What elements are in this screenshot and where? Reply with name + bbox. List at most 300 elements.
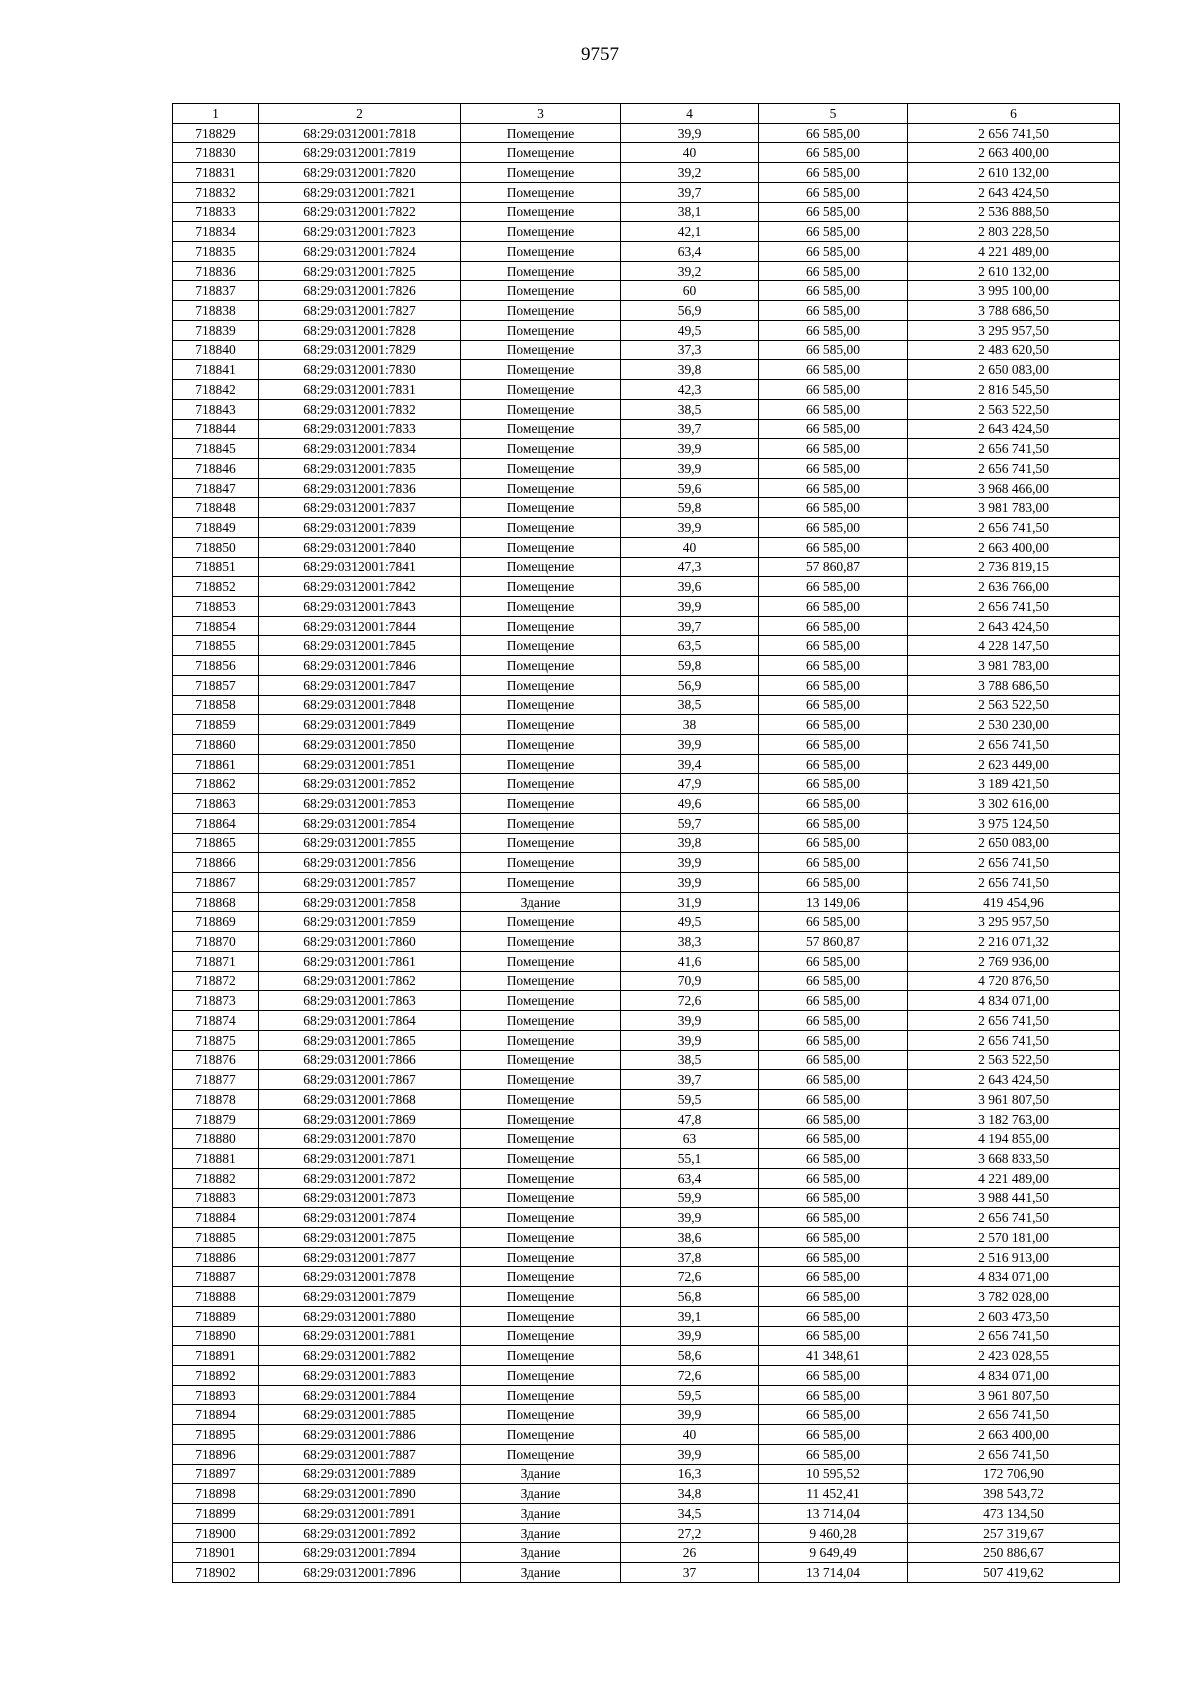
- table-row: [173, 971, 1120, 991]
- area-cell: 39,9: [621, 1444, 759, 1464]
- table-row: [173, 1109, 1120, 1129]
- cadastral-number-cell: 68:29:0312001:7854: [259, 813, 461, 833]
- table-row: [173, 1227, 1120, 1247]
- object-type-cell: Помещение: [461, 458, 621, 478]
- object-type-cell: Помещение: [461, 636, 621, 656]
- table-row: [173, 281, 1120, 301]
- cadastral-number-cell: 68:29:0312001:7886: [259, 1425, 461, 1445]
- cadastral-number-cell: 68:29:0312001:7889: [259, 1464, 461, 1484]
- specific-value-cell: 66 585,00: [759, 873, 908, 893]
- area-cell: 55,1: [621, 1149, 759, 1169]
- object-type-cell: Здание: [461, 1464, 621, 1484]
- object-type-cell: Помещение: [461, 1425, 621, 1445]
- area-cell: 27,2: [621, 1523, 759, 1543]
- table-row: [173, 458, 1120, 478]
- cadastral-number-cell: 68:29:0312001:7879: [259, 1287, 461, 1307]
- table-row: [173, 537, 1120, 557]
- area-cell: 56,8: [621, 1287, 759, 1307]
- cadastral-number-cell: 68:29:0312001:7887: [259, 1444, 461, 1464]
- table-row: [173, 1405, 1120, 1425]
- object-type-cell: Помещение: [461, 1050, 621, 1070]
- row-number-cell: 718848: [173, 498, 259, 518]
- object-type-cell: Помещение: [461, 833, 621, 853]
- table-row: [173, 873, 1120, 893]
- specific-value-cell: 66 585,00: [759, 1267, 908, 1287]
- cadastral-number-cell: 68:29:0312001:7873: [259, 1188, 461, 1208]
- specific-value-cell: 66 585,00: [759, 281, 908, 301]
- cadastral-number-cell: 68:29:0312001:7824: [259, 242, 461, 262]
- area-cell: 58,6: [621, 1346, 759, 1366]
- cadastral-value-cell: 2 563 522,50: [908, 1050, 1120, 1070]
- table-row: [173, 853, 1120, 873]
- area-cell: 72,6: [621, 1267, 759, 1287]
- table-row: [173, 1089, 1120, 1109]
- specific-value-cell: 66 585,00: [759, 912, 908, 932]
- cadastral-number-cell: 68:29:0312001:7818: [259, 123, 461, 143]
- cadastral-number-cell: 68:29:0312001:7892: [259, 1523, 461, 1543]
- cadastral-value-cell: 398 543,72: [908, 1484, 1120, 1504]
- specific-value-cell: 66 585,00: [759, 1405, 908, 1425]
- object-type-cell: Помещение: [461, 1227, 621, 1247]
- cadastral-number-cell: 68:29:0312001:7833: [259, 419, 461, 439]
- cadastral-value-cell: 3 668 833,50: [908, 1149, 1120, 1169]
- area-cell: 38: [621, 715, 759, 735]
- column-header-5: 5: [759, 104, 908, 124]
- row-number-cell: 718853: [173, 596, 259, 616]
- specific-value-cell: 66 585,00: [759, 1188, 908, 1208]
- cadastral-number-cell: 68:29:0312001:7840: [259, 537, 461, 557]
- cadastral-value-cell: 4 834 071,00: [908, 1366, 1120, 1386]
- specific-value-cell: 66 585,00: [759, 616, 908, 636]
- row-number-cell: 718886: [173, 1247, 259, 1267]
- object-type-cell: Помещение: [461, 1366, 621, 1386]
- object-type-cell: Помещение: [461, 695, 621, 715]
- specific-value-cell: 66 585,00: [759, 478, 908, 498]
- specific-value-cell: 66 585,00: [759, 458, 908, 478]
- cadastral-number-cell: 68:29:0312001:7823: [259, 222, 461, 242]
- table-row: [173, 774, 1120, 794]
- area-cell: 63: [621, 1129, 759, 1149]
- area-cell: 39,7: [621, 419, 759, 439]
- cadastral-number-cell: 68:29:0312001:7844: [259, 616, 461, 636]
- object-type-cell: Помещение: [461, 163, 621, 183]
- object-type-cell: Помещение: [461, 1089, 621, 1109]
- object-type-cell: Помещение: [461, 1011, 621, 1031]
- object-type-cell: Помещение: [461, 577, 621, 597]
- table-row: [173, 478, 1120, 498]
- table-row: [173, 163, 1120, 183]
- area-cell: 56,9: [621, 301, 759, 321]
- object-type-cell: Помещение: [461, 1267, 621, 1287]
- cadastral-value-cell: 3 968 466,00: [908, 478, 1120, 498]
- cadastral-value-cell: 250 886,67: [908, 1543, 1120, 1563]
- row-number-cell: 718838: [173, 301, 259, 321]
- cadastral-value-cell: 4 194 855,00: [908, 1129, 1120, 1149]
- specific-value-cell: 66 585,00: [759, 1129, 908, 1149]
- object-type-cell: Помещение: [461, 1208, 621, 1228]
- cadastral-number-cell: 68:29:0312001:7834: [259, 439, 461, 459]
- cadastral-number-cell: 68:29:0312001:7846: [259, 656, 461, 676]
- cadastral-value-cell: 2 650 083,00: [908, 833, 1120, 853]
- area-cell: 39,7: [621, 182, 759, 202]
- row-number-cell: 718900: [173, 1523, 259, 1543]
- page-number: 9757: [581, 44, 619, 65]
- cadastral-number-cell: 68:29:0312001:7874: [259, 1208, 461, 1228]
- object-type-cell: Помещение: [461, 1030, 621, 1050]
- specific-value-cell: 66 585,00: [759, 833, 908, 853]
- area-cell: 39,9: [621, 458, 759, 478]
- specific-value-cell: 66 585,00: [759, 537, 908, 557]
- object-type-cell: Помещение: [461, 932, 621, 952]
- row-number-cell: 718852: [173, 577, 259, 597]
- table-row: [173, 1484, 1120, 1504]
- cadastral-value-cell: 2 643 424,50: [908, 182, 1120, 202]
- area-cell: 39,9: [621, 596, 759, 616]
- area-cell: 38,6: [621, 1227, 759, 1247]
- cadastral-number-cell: 68:29:0312001:7883: [259, 1366, 461, 1386]
- cadastral-value-cell: 3 295 957,50: [908, 320, 1120, 340]
- cadastral-number-cell: 68:29:0312001:7868: [259, 1089, 461, 1109]
- row-number-cell: 718885: [173, 1227, 259, 1247]
- cadastral-number-cell: 68:29:0312001:7864: [259, 1011, 461, 1031]
- table-row: [173, 1563, 1120, 1583]
- row-number-cell: 718877: [173, 1070, 259, 1090]
- row-number-cell: 718850: [173, 537, 259, 557]
- cadastral-value-cell: 2 656 741,50: [908, 596, 1120, 616]
- object-type-cell: Помещение: [461, 675, 621, 695]
- area-cell: 39,9: [621, 123, 759, 143]
- specific-value-cell: 66 585,00: [759, 320, 908, 340]
- area-cell: 37,8: [621, 1247, 759, 1267]
- row-number-cell: 718847: [173, 478, 259, 498]
- specific-value-cell: 66 585,00: [759, 577, 908, 597]
- specific-value-cell: 11 452,41: [759, 1484, 908, 1504]
- table-row: [173, 1188, 1120, 1208]
- object-type-cell: Помещение: [461, 222, 621, 242]
- specific-value-cell: 66 585,00: [759, 735, 908, 755]
- cadastral-number-cell: 68:29:0312001:7856: [259, 853, 461, 873]
- row-number-cell: 718873: [173, 991, 259, 1011]
- row-number-cell: 718858: [173, 695, 259, 715]
- table-row: [173, 242, 1120, 262]
- table-row: [173, 202, 1120, 222]
- row-number-cell: 718870: [173, 932, 259, 952]
- specific-value-cell: 66 585,00: [759, 419, 908, 439]
- row-number-cell: 718860: [173, 735, 259, 755]
- object-type-cell: Помещение: [461, 656, 621, 676]
- cadastral-value-cell: 2 663 400,00: [908, 143, 1120, 163]
- area-cell: 39,9: [621, 1405, 759, 1425]
- table-row: [173, 1523, 1120, 1543]
- cadastral-value-cell: 2 656 741,50: [908, 735, 1120, 755]
- table-row: [173, 1464, 1120, 1484]
- cadastral-value-cell: 2 656 741,50: [908, 439, 1120, 459]
- object-type-cell: Помещение: [461, 1149, 621, 1169]
- specific-value-cell: 66 585,00: [759, 951, 908, 971]
- area-cell: 39,9: [621, 1208, 759, 1228]
- area-cell: 39,2: [621, 261, 759, 281]
- object-type-cell: Помещение: [461, 320, 621, 340]
- cadastral-number-cell: 68:29:0312001:7878: [259, 1267, 461, 1287]
- cadastral-number-cell: 68:29:0312001:7829: [259, 340, 461, 360]
- table-row: [173, 813, 1120, 833]
- specific-value-cell: 9 460,28: [759, 1523, 908, 1543]
- table-row: [173, 1287, 1120, 1307]
- object-type-cell: Помещение: [461, 1168, 621, 1188]
- cadastral-value-cell: 3 788 686,50: [908, 675, 1120, 695]
- row-number-cell: 718839: [173, 320, 259, 340]
- row-number-cell: 718830: [173, 143, 259, 163]
- table-row: [173, 1149, 1120, 1169]
- table-row: [173, 320, 1120, 340]
- cadastral-number-cell: 68:29:0312001:7850: [259, 735, 461, 755]
- specific-value-cell: 66 585,00: [759, 242, 908, 262]
- table-row: [173, 1306, 1120, 1326]
- table-row: [173, 1208, 1120, 1228]
- cadastral-value-cell: 172 706,90: [908, 1464, 1120, 1484]
- area-cell: 39,6: [621, 577, 759, 597]
- cadastral-number-cell: 68:29:0312001:7843: [259, 596, 461, 616]
- object-type-cell: Помещение: [461, 616, 621, 636]
- specific-value-cell: 13 149,06: [759, 892, 908, 912]
- cadastral-value-cell: 3 981 783,00: [908, 498, 1120, 518]
- object-type-cell: Помещение: [461, 478, 621, 498]
- object-type-cell: Помещение: [461, 380, 621, 400]
- object-type-cell: Помещение: [461, 123, 621, 143]
- object-type-cell: Помещение: [461, 419, 621, 439]
- object-type-cell: Помещение: [461, 143, 621, 163]
- row-number-cell: 718871: [173, 951, 259, 971]
- cadastral-value-cell: 3 182 763,00: [908, 1109, 1120, 1129]
- object-type-cell: Помещение: [461, 596, 621, 616]
- cadastral-number-cell: 68:29:0312001:7875: [259, 1227, 461, 1247]
- cadastral-number-cell: 68:29:0312001:7859: [259, 912, 461, 932]
- area-cell: 72,6: [621, 1366, 759, 1386]
- area-cell: 60: [621, 281, 759, 301]
- object-type-cell: Помещение: [461, 1306, 621, 1326]
- cadastral-value-cell: 2 769 936,00: [908, 951, 1120, 971]
- specific-value-cell: 66 585,00: [759, 1030, 908, 1050]
- cadastral-number-cell: 68:29:0312001:7891: [259, 1504, 461, 1524]
- row-number-cell: 718899: [173, 1504, 259, 1524]
- area-cell: 39,1: [621, 1306, 759, 1326]
- cadastral-value-cell: 257 319,67: [908, 1523, 1120, 1543]
- table-row: [173, 360, 1120, 380]
- cadastral-number-cell: 68:29:0312001:7865: [259, 1030, 461, 1050]
- table-row: [173, 1425, 1120, 1445]
- cadastral-value-cell: 3 189 421,50: [908, 774, 1120, 794]
- specific-value-cell: 66 585,00: [759, 813, 908, 833]
- table-row: [173, 1129, 1120, 1149]
- object-type-cell: Помещение: [461, 1247, 621, 1267]
- area-cell: 59,5: [621, 1089, 759, 1109]
- row-number-cell: 718844: [173, 419, 259, 439]
- cadastral-value-cell: 2 656 741,50: [908, 1326, 1120, 1346]
- table-row: [173, 912, 1120, 932]
- table-row: [173, 399, 1120, 419]
- object-type-cell: Помещение: [461, 912, 621, 932]
- row-number-cell: 718856: [173, 656, 259, 676]
- row-number-cell: 718837: [173, 281, 259, 301]
- table-row: [173, 380, 1120, 400]
- specific-value-cell: 66 585,00: [759, 1109, 908, 1129]
- object-type-cell: Помещение: [461, 1287, 621, 1307]
- table-row: [173, 1168, 1120, 1188]
- table-row: [173, 518, 1120, 538]
- specific-value-cell: 66 585,00: [759, 1326, 908, 1346]
- row-number-cell: 718831: [173, 163, 259, 183]
- area-cell: 31,9: [621, 892, 759, 912]
- cadastral-value-cell: 3 981 783,00: [908, 656, 1120, 676]
- table-row: [173, 123, 1120, 143]
- table-row: [173, 1444, 1120, 1464]
- row-number-cell: 718872: [173, 971, 259, 991]
- row-number-cell: 718857: [173, 675, 259, 695]
- object-type-cell: Помещение: [461, 991, 621, 1011]
- cadastral-value-cell: 2 656 741,50: [908, 518, 1120, 538]
- specific-value-cell: 66 585,00: [759, 1287, 908, 1307]
- specific-value-cell: 66 585,00: [759, 439, 908, 459]
- table-row: [173, 222, 1120, 242]
- cadastral-number-cell: 68:29:0312001:7870: [259, 1129, 461, 1149]
- row-number-cell: 718868: [173, 892, 259, 912]
- cadastral-value-cell: 2 483 620,50: [908, 340, 1120, 360]
- cadastral-value-cell: 2 816 545,50: [908, 380, 1120, 400]
- cadastral-value-cell: 2 656 741,50: [908, 853, 1120, 873]
- row-number-cell: 718891: [173, 1346, 259, 1366]
- cadastral-number-cell: 68:29:0312001:7863: [259, 991, 461, 1011]
- cadastral-number-cell: 68:29:0312001:7871: [259, 1149, 461, 1169]
- cadastral-number-cell: 68:29:0312001:7896: [259, 1563, 461, 1583]
- cadastral-number-cell: 68:29:0312001:7862: [259, 971, 461, 991]
- specific-value-cell: 66 585,00: [759, 222, 908, 242]
- cadastral-value-cell: 3 295 957,50: [908, 912, 1120, 932]
- cadastral-number-cell: 68:29:0312001:7839: [259, 518, 461, 538]
- cadastral-number-cell: 68:29:0312001:7831: [259, 380, 461, 400]
- cadastral-value-cell: 2 643 424,50: [908, 419, 1120, 439]
- cadastral-value-cell: 2 610 132,00: [908, 163, 1120, 183]
- specific-value-cell: 66 585,00: [759, 1247, 908, 1267]
- table-row: [173, 182, 1120, 202]
- object-type-cell: Здание: [461, 1504, 621, 1524]
- area-cell: 39,8: [621, 833, 759, 853]
- object-type-cell: Помещение: [461, 1129, 621, 1149]
- cadastral-number-cell: 68:29:0312001:7826: [259, 281, 461, 301]
- row-number-cell: 718865: [173, 833, 259, 853]
- area-cell: 72,6: [621, 991, 759, 1011]
- cadastral-value-cell: 2 570 181,00: [908, 1227, 1120, 1247]
- object-type-cell: Помещение: [461, 853, 621, 873]
- area-cell: 39,9: [621, 873, 759, 893]
- table-row: [173, 932, 1120, 952]
- row-number-cell: 718862: [173, 774, 259, 794]
- cadastral-number-cell: 68:29:0312001:7855: [259, 833, 461, 853]
- specific-value-cell: 13 714,04: [759, 1563, 908, 1583]
- object-type-cell: Помещение: [461, 1346, 621, 1366]
- cadastral-number-cell: 68:29:0312001:7869: [259, 1109, 461, 1129]
- specific-value-cell: 41 348,61: [759, 1346, 908, 1366]
- cadastral-number-cell: 68:29:0312001:7861: [259, 951, 461, 971]
- cadastral-value-cell: 2 216 071,32: [908, 932, 1120, 952]
- specific-value-cell: 66 585,00: [759, 163, 908, 183]
- object-type-cell: Помещение: [461, 754, 621, 774]
- row-number-cell: 718894: [173, 1405, 259, 1425]
- cadastral-value-cell: 2 643 424,50: [908, 1070, 1120, 1090]
- cadastral-number-cell: 68:29:0312001:7877: [259, 1247, 461, 1267]
- table-row: [173, 1504, 1120, 1524]
- specific-value-cell: 66 585,00: [759, 774, 908, 794]
- table-row: [173, 794, 1120, 814]
- object-type-cell: Помещение: [461, 537, 621, 557]
- cadastral-number-cell: 68:29:0312001:7845: [259, 636, 461, 656]
- table-row: [173, 261, 1120, 281]
- area-cell: 47,8: [621, 1109, 759, 1129]
- specific-value-cell: 66 585,00: [759, 518, 908, 538]
- row-number-cell: 718840: [173, 340, 259, 360]
- cadastral-number-cell: 68:29:0312001:7867: [259, 1070, 461, 1090]
- column-header-6: 6: [908, 104, 1120, 124]
- row-number-cell: 718849: [173, 518, 259, 538]
- specific-value-cell: 66 585,00: [759, 399, 908, 419]
- specific-value-cell: 66 585,00: [759, 1366, 908, 1386]
- table-row: [173, 1247, 1120, 1267]
- specific-value-cell: 66 585,00: [759, 794, 908, 814]
- area-cell: 37,3: [621, 340, 759, 360]
- row-number-cell: 718897: [173, 1464, 259, 1484]
- specific-value-cell: 66 585,00: [759, 1089, 908, 1109]
- specific-value-cell: 66 585,00: [759, 1168, 908, 1188]
- column-header-2: 2: [259, 104, 461, 124]
- cadastral-value-cell: 2 663 400,00: [908, 1425, 1120, 1445]
- area-cell: 39,8: [621, 360, 759, 380]
- cadastral-number-cell: 68:29:0312001:7836: [259, 478, 461, 498]
- cadastral-number-cell: 68:29:0312001:7819: [259, 143, 461, 163]
- cadastral-number-cell: 68:29:0312001:7851: [259, 754, 461, 774]
- table-row: [173, 340, 1120, 360]
- specific-value-cell: 13 714,04: [759, 1504, 908, 1524]
- cadastral-number-cell: 68:29:0312001:7860: [259, 932, 461, 952]
- cadastral-number-cell: 68:29:0312001:7882: [259, 1346, 461, 1366]
- row-number-cell: 718882: [173, 1168, 259, 1188]
- row-number-cell: 718846: [173, 458, 259, 478]
- row-number-cell: 718898: [173, 1484, 259, 1504]
- specific-value-cell: 66 585,00: [759, 1385, 908, 1405]
- cadastral-value-cell: 2 563 522,50: [908, 695, 1120, 715]
- object-type-cell: Здание: [461, 1563, 621, 1583]
- specific-value-cell: 57 860,87: [759, 932, 908, 952]
- table-row: [173, 656, 1120, 676]
- table-row: [173, 636, 1120, 656]
- row-number-cell: 718869: [173, 912, 259, 932]
- column-header-1: 1: [173, 104, 259, 124]
- table-row: [173, 1011, 1120, 1031]
- object-type-cell: Помещение: [461, 813, 621, 833]
- cadastral-number-cell: 68:29:0312001:7857: [259, 873, 461, 893]
- cadastral-value-cell: 2 656 741,50: [908, 458, 1120, 478]
- table-row: [173, 735, 1120, 755]
- object-type-cell: Помещение: [461, 1109, 621, 1129]
- cadastral-value-cell: 2 643 424,50: [908, 616, 1120, 636]
- row-number-cell: 718895: [173, 1425, 259, 1445]
- object-type-cell: Помещение: [461, 498, 621, 518]
- row-number-cell: 718866: [173, 853, 259, 873]
- specific-value-cell: 66 585,00: [759, 1011, 908, 1031]
- area-cell: 39,9: [621, 735, 759, 755]
- area-cell: 59,8: [621, 656, 759, 676]
- table-row: [173, 439, 1120, 459]
- table-row: [173, 675, 1120, 695]
- cadastral-value-cell: 2 603 473,50: [908, 1306, 1120, 1326]
